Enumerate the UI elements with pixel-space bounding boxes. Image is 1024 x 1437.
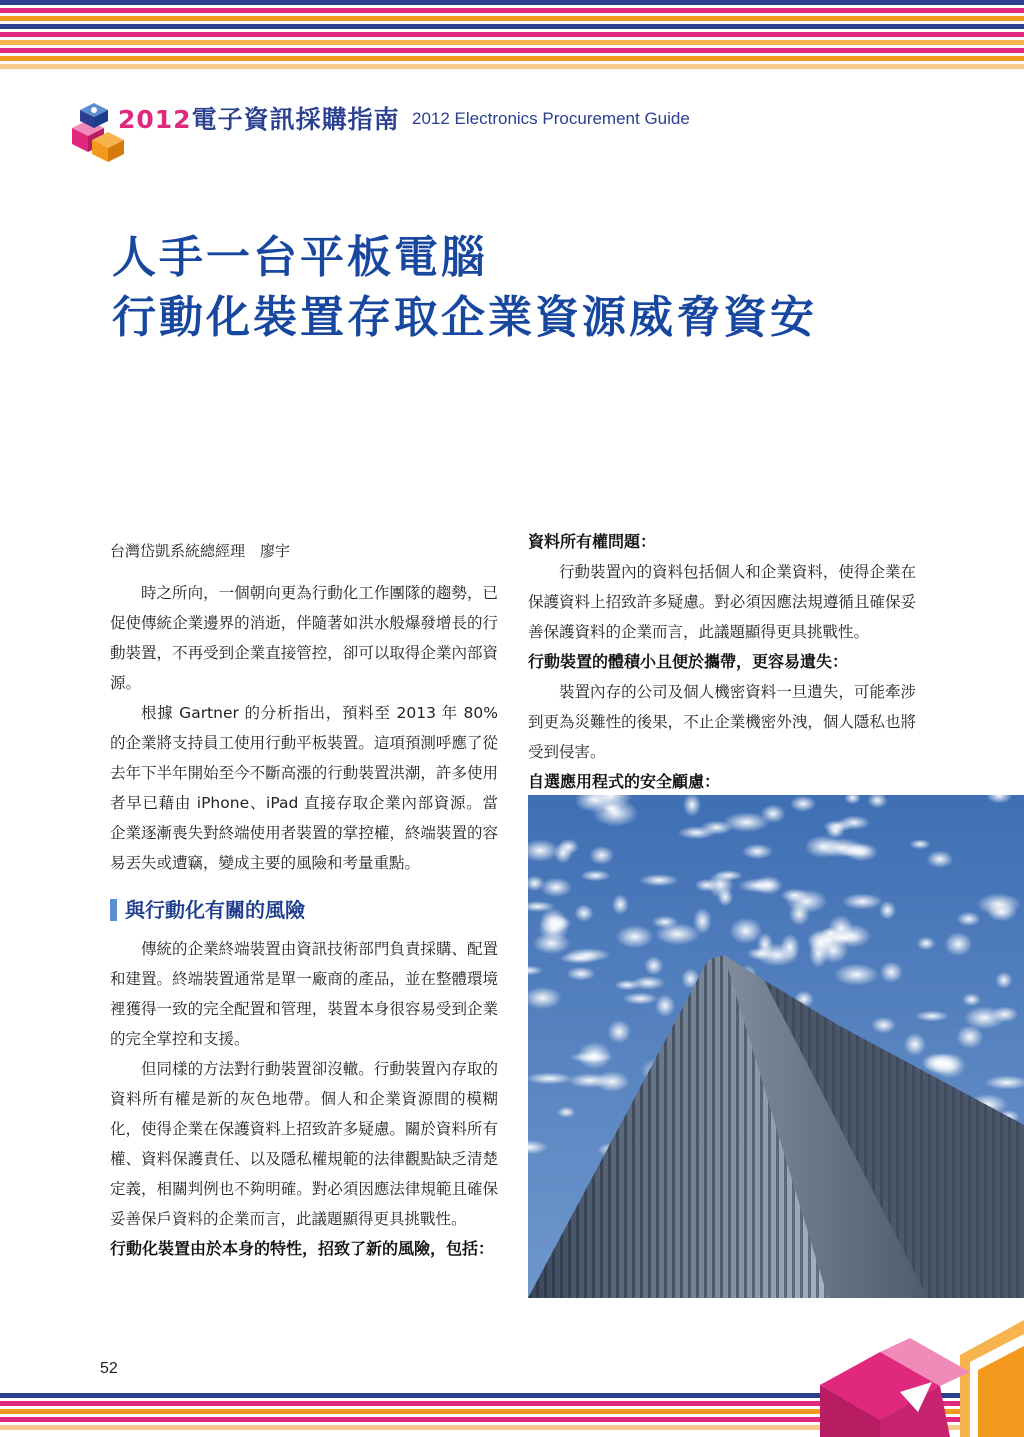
cloud-puff — [655, 923, 700, 945]
cloud-puff — [995, 972, 1012, 989]
left-column — [110, 536, 498, 1264]
cloud-puff — [871, 1017, 896, 1033]
right-paragraph-2: 裝置內存的公司及個人機密資料一旦遺失，可能牽涉到更為災難性的後果，不止企業機密外洩，個人隱私也將受到侵害。 — [528, 683, 916, 761]
cloud-puff — [631, 976, 665, 990]
guide-title-cn: 電子資訊採購指南 — [191, 105, 400, 134]
cloud-puff — [915, 1011, 948, 1022]
cloud-puff — [655, 994, 675, 1017]
cloud-puff — [738, 878, 779, 893]
cloud-puff — [957, 912, 981, 926]
risk-list-intro: 行動化裝置由於本身的特性，招致了新的風險，包括： — [110, 1239, 495, 1258]
cloud-puff — [962, 993, 981, 1006]
headline-line1: 人手一台平板電腦 — [112, 232, 488, 283]
cloud-puff — [926, 850, 953, 868]
cloud-puff — [580, 870, 610, 882]
byline: 台灣岱凱系統總經理 廖宇 — [110, 542, 291, 560]
cloud-puff — [821, 932, 864, 944]
cloud-puff — [540, 878, 572, 898]
page-number: 52 — [100, 1360, 118, 1377]
guide-title — [118, 100, 400, 136]
cloud-puff — [880, 962, 903, 983]
section-paragraph-2: 但同樣的方法對行動裝置卻沒轍。行動裝置內存取的資料所有權是新的灰色地帶。個人和企業資源間的模糊化，使得企業在保護資料上招致許多疑慮。關於資料所有權、資料保護責任、以及隱私權規範的法律觀點缺乏清楚定義，相關判例也不夠明確。對必須因應法律規範且確保妥善保戶資料的企業而言，此議題顯得更具挑戰性。 — [110, 1060, 498, 1228]
headline-line2: 行動化裝置存取企業資源威脅資安 — [112, 292, 817, 343]
cloud-puff — [577, 1042, 612, 1069]
section-bar-icon — [110, 899, 117, 921]
right-heading-3: 自選應用程式的安全顧慮： — [528, 772, 721, 791]
cloud-puff — [616, 925, 654, 948]
cloud-puff — [992, 1006, 1019, 1022]
cloud-puff — [566, 967, 595, 981]
cloud-puff — [904, 1033, 926, 1056]
section-heading — [110, 896, 498, 924]
cloud-puff — [917, 937, 936, 951]
cloud-puff — [554, 843, 573, 864]
cloud-puff — [834, 964, 879, 986]
section-paragraph-1: 傳統的企業終端裝置由資訊技術部門負責採購、配置和建置。終端裝置通常是單一廠商的產品，並在整體環境裡獲得一致的完全配置和管理，裝置本身很容易受到企業的完全掌控和支援。 — [110, 940, 498, 1048]
cloud-puff — [595, 1071, 629, 1092]
cloud-puff — [819, 838, 864, 858]
cloud-puff — [559, 953, 599, 964]
cloud-puff — [842, 893, 884, 909]
cloud-puff — [790, 796, 816, 812]
cloud-puff — [639, 874, 679, 886]
cloud-puff — [644, 956, 663, 975]
right-paragraph-1: 行動裝置內的資料包括個人和企業資料，使得企業在保護資料上招致許多疑慮。對必須因應法規遵循且確保妥善保護資料的企業而言，此議題顯得更具挑戰性。 — [528, 563, 916, 641]
guide-year: 2012 — [118, 105, 192, 134]
cloud-puff — [695, 879, 719, 892]
guide-title-en: 2012 Electronics Procurement Guide — [412, 109, 690, 128]
intro-paragraph-1: 時之所向，一個朝向更為行動化工作團隊的趨勢，已促使傳統企業邊界的消逝，伴隨著如洪水般爆發增長的行動裝置，不再受到企業直接管控，卻可以取得企業內部資源。 — [110, 584, 498, 692]
cube-play-icon — [810, 1300, 1024, 1437]
cloud-puff — [557, 1107, 576, 1118]
cloud-puff — [608, 1020, 631, 1043]
cloud-puff — [729, 918, 762, 944]
cloud-puff — [623, 993, 659, 1005]
cloud-puff — [612, 894, 629, 915]
cloud-puff — [786, 890, 828, 914]
intro-paragraph-2: 根據 Gartner 的分析指出，預料至 2013 年 80% 的企業將支持員工使用行動平板裝置。這項預測呼應了從去年下半年開始至今不斷高漲的行動裝置洪潮，許多使用者早已藉由 iPhone、iPad 直接存取企業內部資源。當企業逐漸喪失對終端使用者裝置的掌控權，終端裝置的容易丟失或遭竊，變成主要的風險和考量重點。 — [110, 704, 498, 872]
cloud-puff — [944, 932, 972, 956]
cloud-puff — [589, 846, 614, 865]
top-stripes — [0, 0, 1024, 74]
cloud-puff — [742, 844, 773, 860]
right-heading-1: 資料所有權問題： — [528, 532, 657, 551]
skyscraper-photo — [528, 795, 1024, 1298]
cloud-puff — [956, 1025, 983, 1048]
cloud-puff — [977, 893, 1021, 915]
right-heading-2: 行動裝置的體積小且便於攜帶，更容易遺失： — [528, 652, 849, 671]
right-column — [528, 527, 916, 797]
cloud-puff — [923, 1054, 961, 1075]
cloud-puff — [574, 904, 593, 921]
section-title: 與行動化有關的風險 — [125, 898, 305, 922]
cloud-puff — [747, 947, 775, 960]
cloud-puff — [540, 908, 567, 936]
cloud-puff — [678, 826, 716, 839]
cloud-puff — [910, 839, 931, 849]
